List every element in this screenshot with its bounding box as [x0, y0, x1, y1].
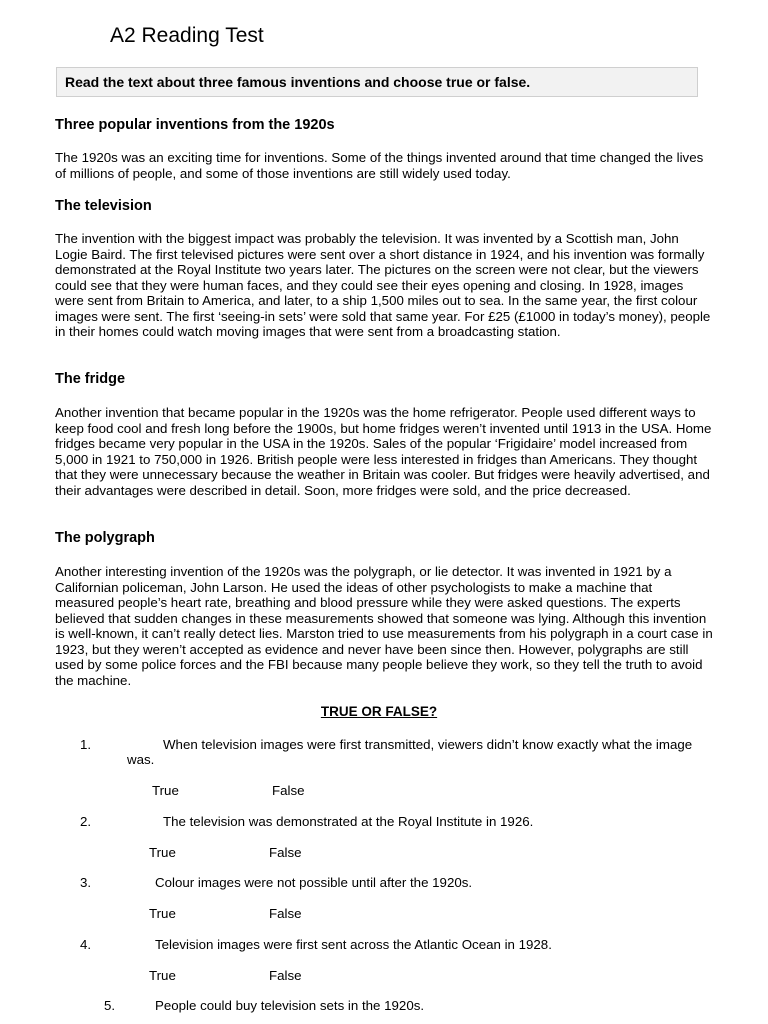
- question-number: 3.: [80, 875, 92, 890]
- section-heading-polygraph: The polygraph: [55, 530, 155, 546]
- page-title: A2 Reading Test: [110, 24, 264, 47]
- question-text: People could buy television sets in the 1920s.: [155, 998, 425, 1013]
- section-heading-television: The television: [55, 198, 152, 214]
- article-heading: Three popular inventions from the 1920s: [55, 117, 335, 133]
- question-number: 4.: [80, 937, 92, 952]
- option-false[interactable]: False: [272, 783, 305, 798]
- section-heading-fridge: The fridge: [55, 371, 126, 387]
- option-true[interactable]: True: [149, 968, 176, 983]
- question-text: The television was demonstrated at the Royal Institute in 1926.: [163, 814, 534, 829]
- section-body-polygraph: Another interesting invention of the 1920s was the polygraph, or lie detector. It was invented in 1921 by a Californian policeman, John Larson. He used the ideas of other psychologists to make a machine that measured people’s heart rate, breathing and blood pressure while they were asked questions. The experts believed that sudden changes in these measurements showed that someone was lying. Although this invention is well-known, it can’t really detect lies. Marston tried to use measurements from his polygraph in a court case in 1923, but they weren’t accepted as evidence and never have been since then. However, polygraphs are still used by some police forces and the FBI because many people believe they work, so they tell the truth to avoid the machine.: [55, 564, 713, 688]
- instruction-box: Read the text about three famous inventions and choose true or false.: [56, 67, 698, 97]
- section-body-television: The invention with the biggest impact was probably the television. It was invented by a Scottish man, John Logie Baird. The first televised pictures were sent over a short distance in 1924, and his invention was formally demonstrated at the Royal Institute two years later. The pictures on the screen were not clear, but the viewers could see that they were human faces, and they could see their eyes opening and closing. In 1928, images were sent from Britain to America, and later, to a ship 1,500 miles out to sea. In the same year, the first colour images were sent. The first ‘seeing-in sets’ were sold that same year. For £25 (£1000 in today’s money), people in their homes could watch moving images that were sent from a broadcasting station.: [55, 231, 711, 339]
- option-false[interactable]: False: [269, 906, 302, 921]
- question-number: 2.: [80, 814, 92, 829]
- intro-paragraph: The 1920s was an exciting time for inventions. Some of the things invented around that time changed the lives of millions of people, and some of those inventions are still widely used today.: [55, 150, 704, 181]
- question-text: Television images were first sent across the Atlantic Ocean in 1928.: [155, 937, 552, 952]
- question-number: 5.: [104, 998, 116, 1013]
- true-false-heading: TRUE OR FALSE?: [320, 704, 438, 719]
- question-text: Colour images were not possible until after the 1920s.: [155, 875, 473, 890]
- question-text-continued: was.: [127, 752, 155, 767]
- option-true[interactable]: True: [149, 906, 176, 921]
- option-true[interactable]: True: [149, 845, 176, 860]
- section-body-fridge: Another invention that became popular in the 1920s was the home refrigerator. People used different ways to keep food cool and fresh long before the 1900s, but home fridges weren’t invented until 1913 in the USA. Home fridges became very popular in the USA in the 1920s. Sales of the popular ‘Frigidaire’ model increased from 5,000 in 1921 to 750,000 in 1926. British people were less interested in fridges than Americans. They thought that they were unnecessary because the weather in Britain was cooler. But fridges were heavily advertised, and their advantages were described in detail. Soon, more fridges were sold, and the price decreased.: [55, 405, 712, 498]
- question-number: 1.: [80, 737, 92, 752]
- option-false[interactable]: False: [269, 845, 302, 860]
- option-true[interactable]: True: [152, 783, 179, 798]
- question-text: When television images were first transmitted, viewers didn’t know exactly what the image: [163, 737, 693, 752]
- option-false[interactable]: False: [269, 968, 302, 983]
